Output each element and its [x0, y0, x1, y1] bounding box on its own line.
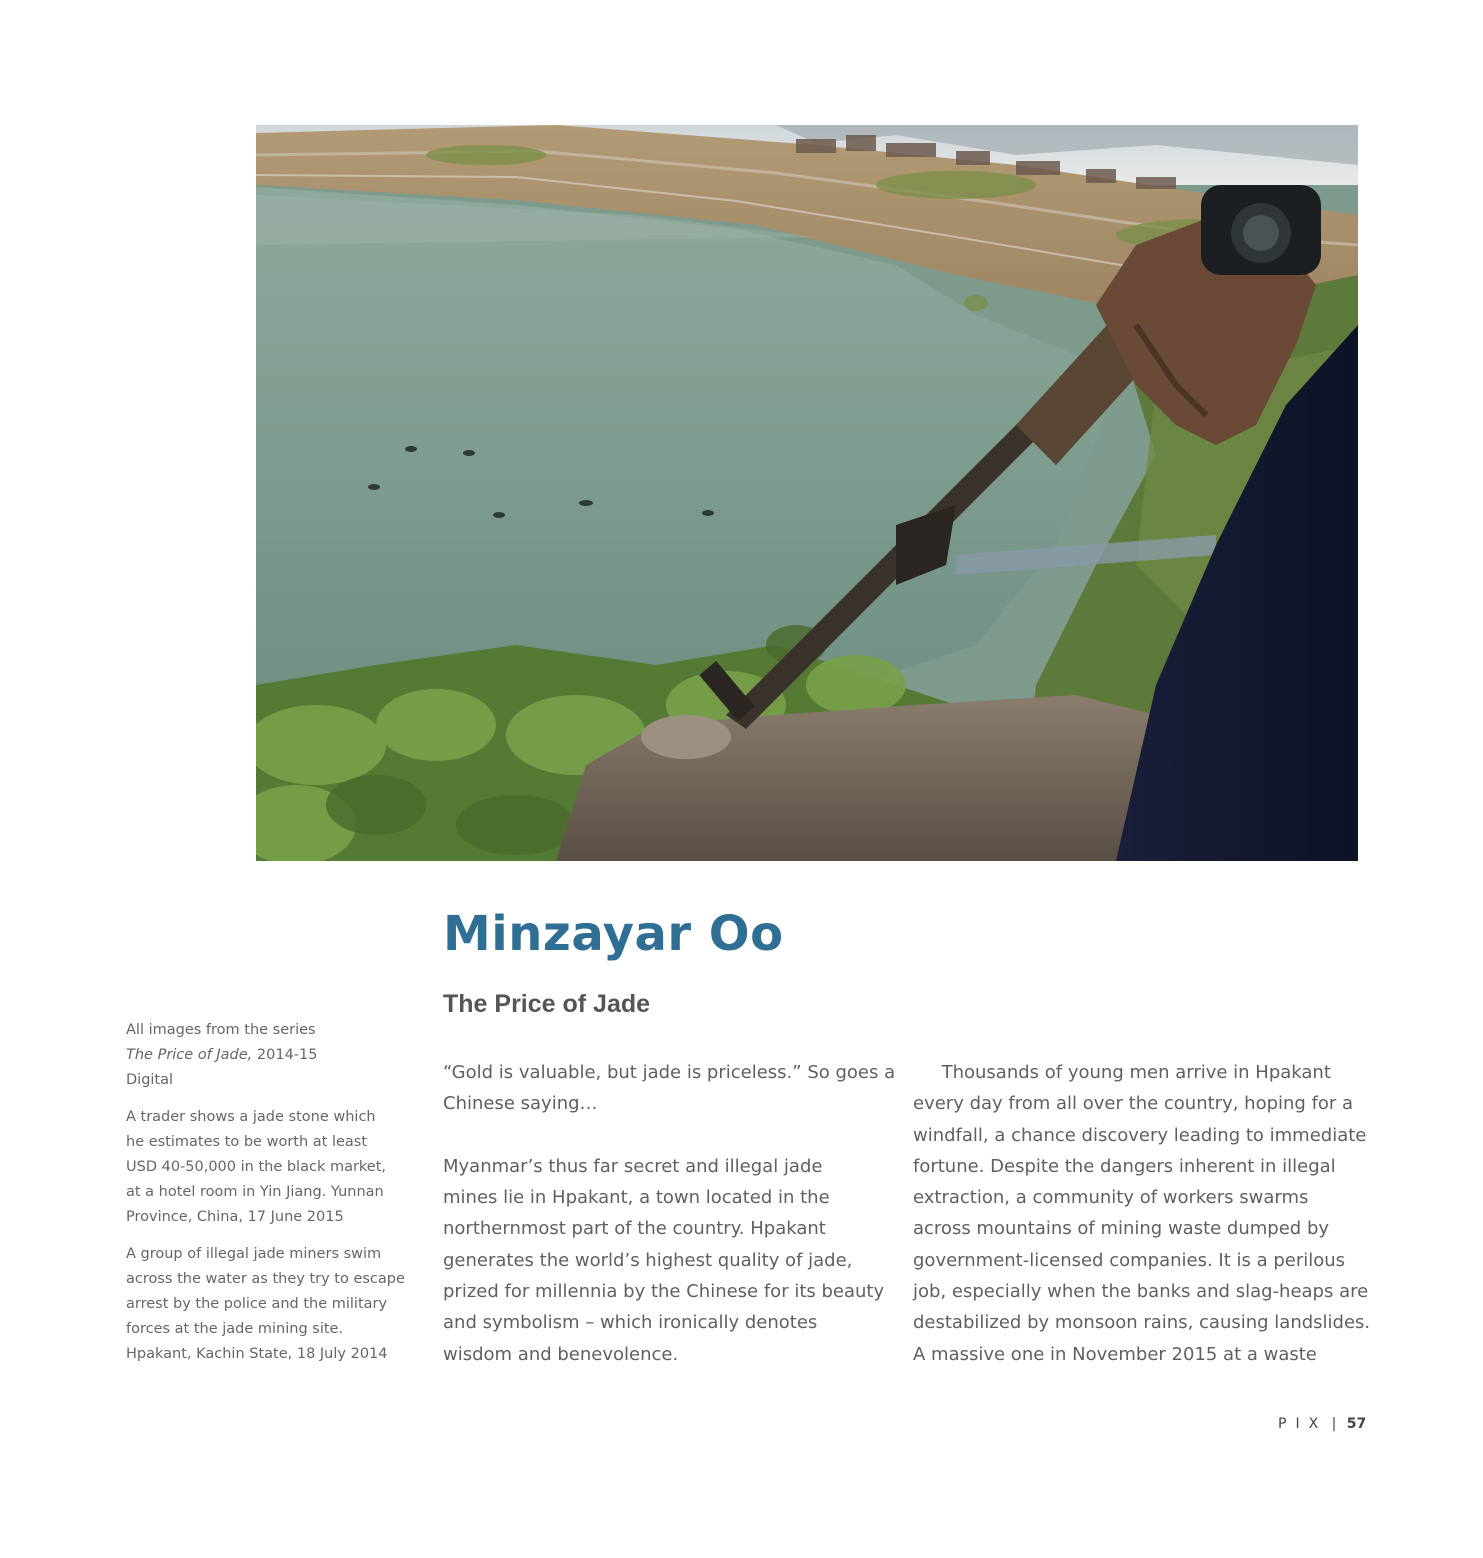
photographer-name: Minzayar Oo — [443, 906, 784, 962]
body-line: northernmost part of the country. Hpakant — [443, 1218, 826, 1240]
magazine-name: PIX — [1278, 1416, 1328, 1432]
photo-caption-2 — [126, 1242, 416, 1367]
page-number: 57 — [1346, 1416, 1367, 1432]
series-caption-line: All images from the series — [126, 1022, 316, 1038]
body-line: windfall, a chance discovery leading to immediate — [913, 1124, 1367, 1146]
series-title: The Price of Jade — [443, 990, 651, 1018]
body-line: Thousands of young men arrive in Hpakant — [913, 1062, 1331, 1083]
body-column-1 — [443, 1057, 896, 1370]
body-line: job, especially when the banks and slag-heaps are — [913, 1281, 1369, 1303]
body-line: fortune. Despite the dangers inherent in illegal — [913, 1155, 1336, 1177]
body-line: Myanmar’s thus far secret and illegal jade — [443, 1155, 823, 1177]
caption-line: he estimates to be worth at least — [126, 1134, 368, 1150]
caption-line: at a hotel room in Yin Jiang. Yunnan — [126, 1184, 384, 1200]
series-years: 2014-15 — [252, 1047, 318, 1063]
series-title-italic: The Price of Jade, — [126, 1047, 253, 1063]
series-caption — [126, 1018, 416, 1093]
caption-line: Province, China, 17 June 2015 — [126, 1209, 344, 1225]
body-line: Chinese saying… — [443, 1093, 598, 1115]
photo-caption-1 — [126, 1105, 416, 1230]
caption-line: A group of illegal jade miners swim — [126, 1246, 382, 1262]
folio-separator: | — [1331, 1416, 1337, 1432]
body-line: every day from all over the country, hoping for a — [913, 1093, 1354, 1115]
caption-line: forces at the jade mining site. — [126, 1321, 344, 1337]
body-line: generates the world’s highest quality of jade, — [443, 1249, 853, 1271]
caption-line: arrest by the police and the military — [126, 1296, 388, 1312]
body-line: and symbolism – which ironically denotes — [443, 1312, 818, 1334]
body-line: “Gold is valuable, but jade is priceless.” So goes a — [443, 1062, 896, 1083]
body-line: mines lie in Hpakant, a town located in the — [443, 1187, 830, 1209]
body-line: wisdom and benevolence. — [443, 1343, 679, 1365]
body-line: across mountains of mining waste dumped by — [913, 1218, 1330, 1240]
body-column-2 — [913, 1057, 1371, 1370]
caption-line: across the water as they try to escape — [126, 1271, 405, 1287]
body-line: extraction, a community of workers swarms — [913, 1187, 1309, 1209]
series-caption-line — [126, 1043, 416, 1068]
paragraph-gap — [443, 1120, 893, 1151]
series-medium: Digital — [126, 1072, 174, 1088]
page-folio — [1278, 1416, 1366, 1432]
body-line: A massive one in November 2015 at a waste — [913, 1343, 1317, 1365]
caption-line: Hpakant, Kachin State, 18 July 2014 — [126, 1346, 388, 1362]
caption-column — [126, 1018, 416, 1379]
body-line: government-licensed companies. It is a perilous — [913, 1249, 1346, 1271]
caption-line: USD 40-50,000 in the black market, — [126, 1159, 387, 1175]
body-line: prized for millennia by the Chinese for its beauty — [443, 1281, 885, 1303]
body-line: destabilized by monsoon rains, causing landslides. — [913, 1312, 1371, 1334]
caption-line: A trader shows a jade stone which — [126, 1109, 376, 1125]
photo-jade-miners-lake — [256, 125, 1358, 861]
